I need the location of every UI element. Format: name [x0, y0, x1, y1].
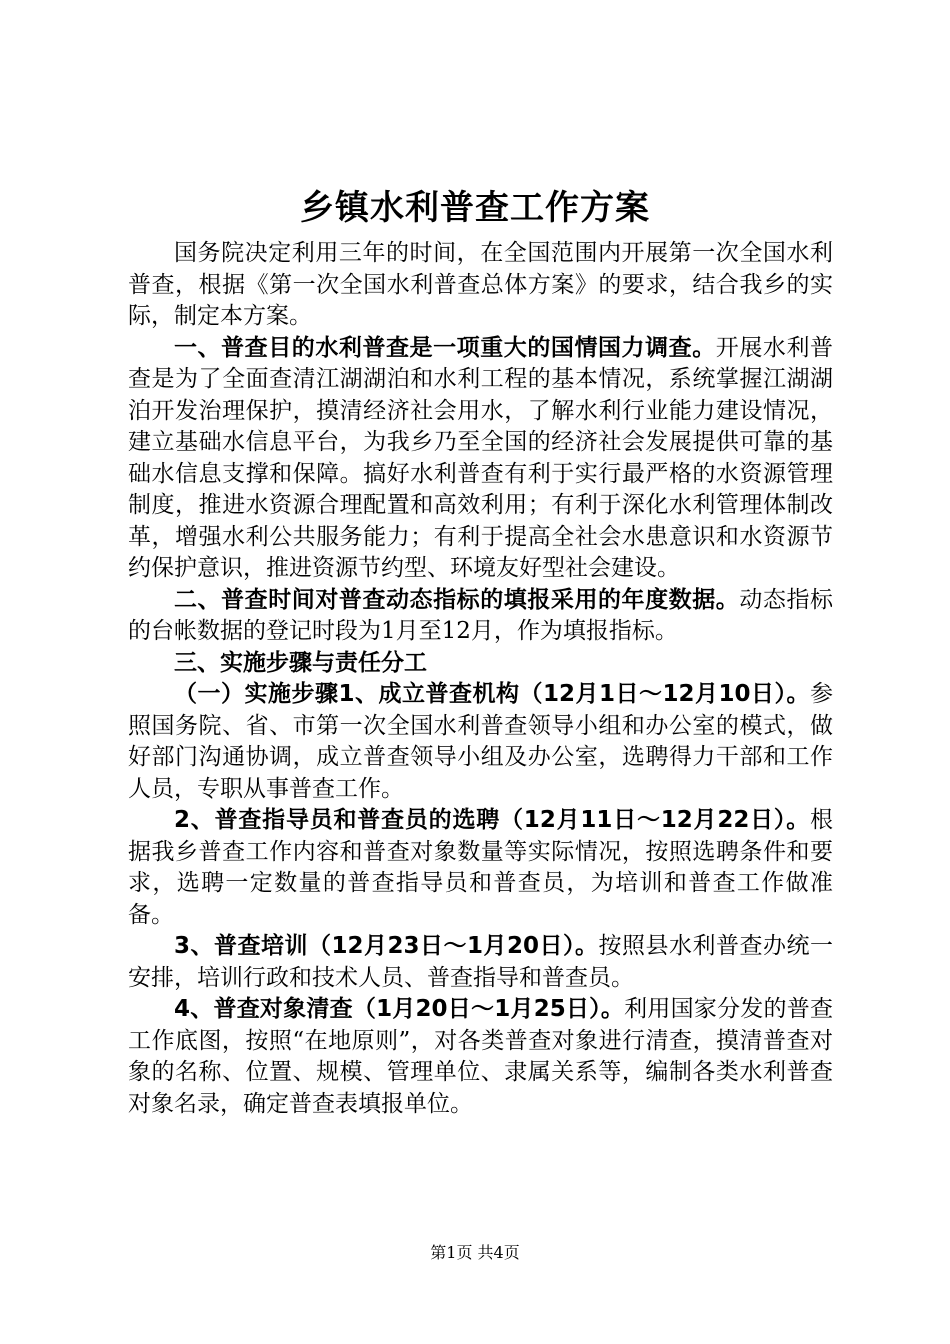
paragraph-text: 根据我乡普查工作内容和普查对象数量等实际情况，按照选聘条件和要求，选聘一定数量的普查指导员和普查员，为培训和普查工作做准备。	[128, 807, 833, 928]
paragraph-text: 按照县水利普查办统一安排，培训行政和技术人员、普查指导和普查员。	[128, 933, 834, 991]
paragraph-text: 参照国务院、省、市第一次全国水利普查领导小组和办公室的模式，做好部门沟通协调，成立普查领导小组及办公室，选聘得力干部和工作人员，专职从事普查工作。	[128, 681, 833, 802]
paragraph-intro	[128, 238, 833, 333]
step-heading: 4、普查对象清查（1月20日～1月25日）。	[174, 996, 625, 1022]
paragraph-text: 国务院决定利用三年的时间，在全国范围内开展第一次全国水利普查，根据《第一次全国水利普查总体方案》的要求，结合我乡的实际，制定本方案。	[128, 240, 833, 329]
paragraph-text: 利用国家分发的普查工作底图，按照“在地原则”，对各类普查对象进行清查，摸清普查对象的名称、位置、规模、管理单位、隶属关系等，编制各类水利普查对象名录，确定普查表填报单位。	[128, 996, 834, 1117]
paragraph-step-1	[128, 679, 833, 805]
section-heading: 一、普查目的水利普查是一项重大的国情国力调查。	[174, 334, 716, 361]
paragraph-text: 动态指标的台帐数据的登记时段为1月至12月，作为填报指标。	[128, 586, 834, 644]
step-heading: （一）实施步骤1、成立普查机构（12月1日～12月10日）。	[174, 681, 810, 707]
paragraph-text: 开展水利普查是为了全面查清江湖湖泊和水利工程的基本情况，系统掌握江湖湖泊开发治理保护，摸清经济社会用水，了解水利行业能力建设情况，建立基础水信息平台，为我乡乃至全国的经济社会发展提供可靠的基础水信息支撑和保障。搞好水利普查有利于实行最严格的水资源管理制度，推进水资源合理配置和高效利用；有利于深化水利管理体制改革，增强水利公共服务能力；有利于提高全社会水患意识和水资源节约保护意识，推进资源节约型、环境友好型社会建设。	[128, 334, 834, 581]
section-heading: 二、普查时间对普查动态指标的填报采用的年度数据。	[174, 586, 740, 613]
paragraph-section-3	[128, 648, 833, 680]
document-body	[128, 238, 833, 1120]
paragraph-section-2	[128, 585, 833, 648]
step-heading: 2、普查指导员和普查员的选聘（12月11日～12月22日）。	[174, 807, 810, 833]
paragraph-step-2	[128, 805, 833, 931]
paragraph-section-1	[128, 333, 833, 585]
page-footer: 第1页 共4页	[430, 1243, 520, 1262]
step-heading: 3、普查培训（12月23日～1月20日）。	[174, 933, 599, 959]
section-heading: 三、实施步骤与责任分工	[174, 649, 427, 676]
paragraph-step-4	[128, 994, 833, 1120]
paragraph-step-3	[128, 931, 833, 994]
document-title: 乡镇水利普查工作方案	[300, 188, 650, 228]
